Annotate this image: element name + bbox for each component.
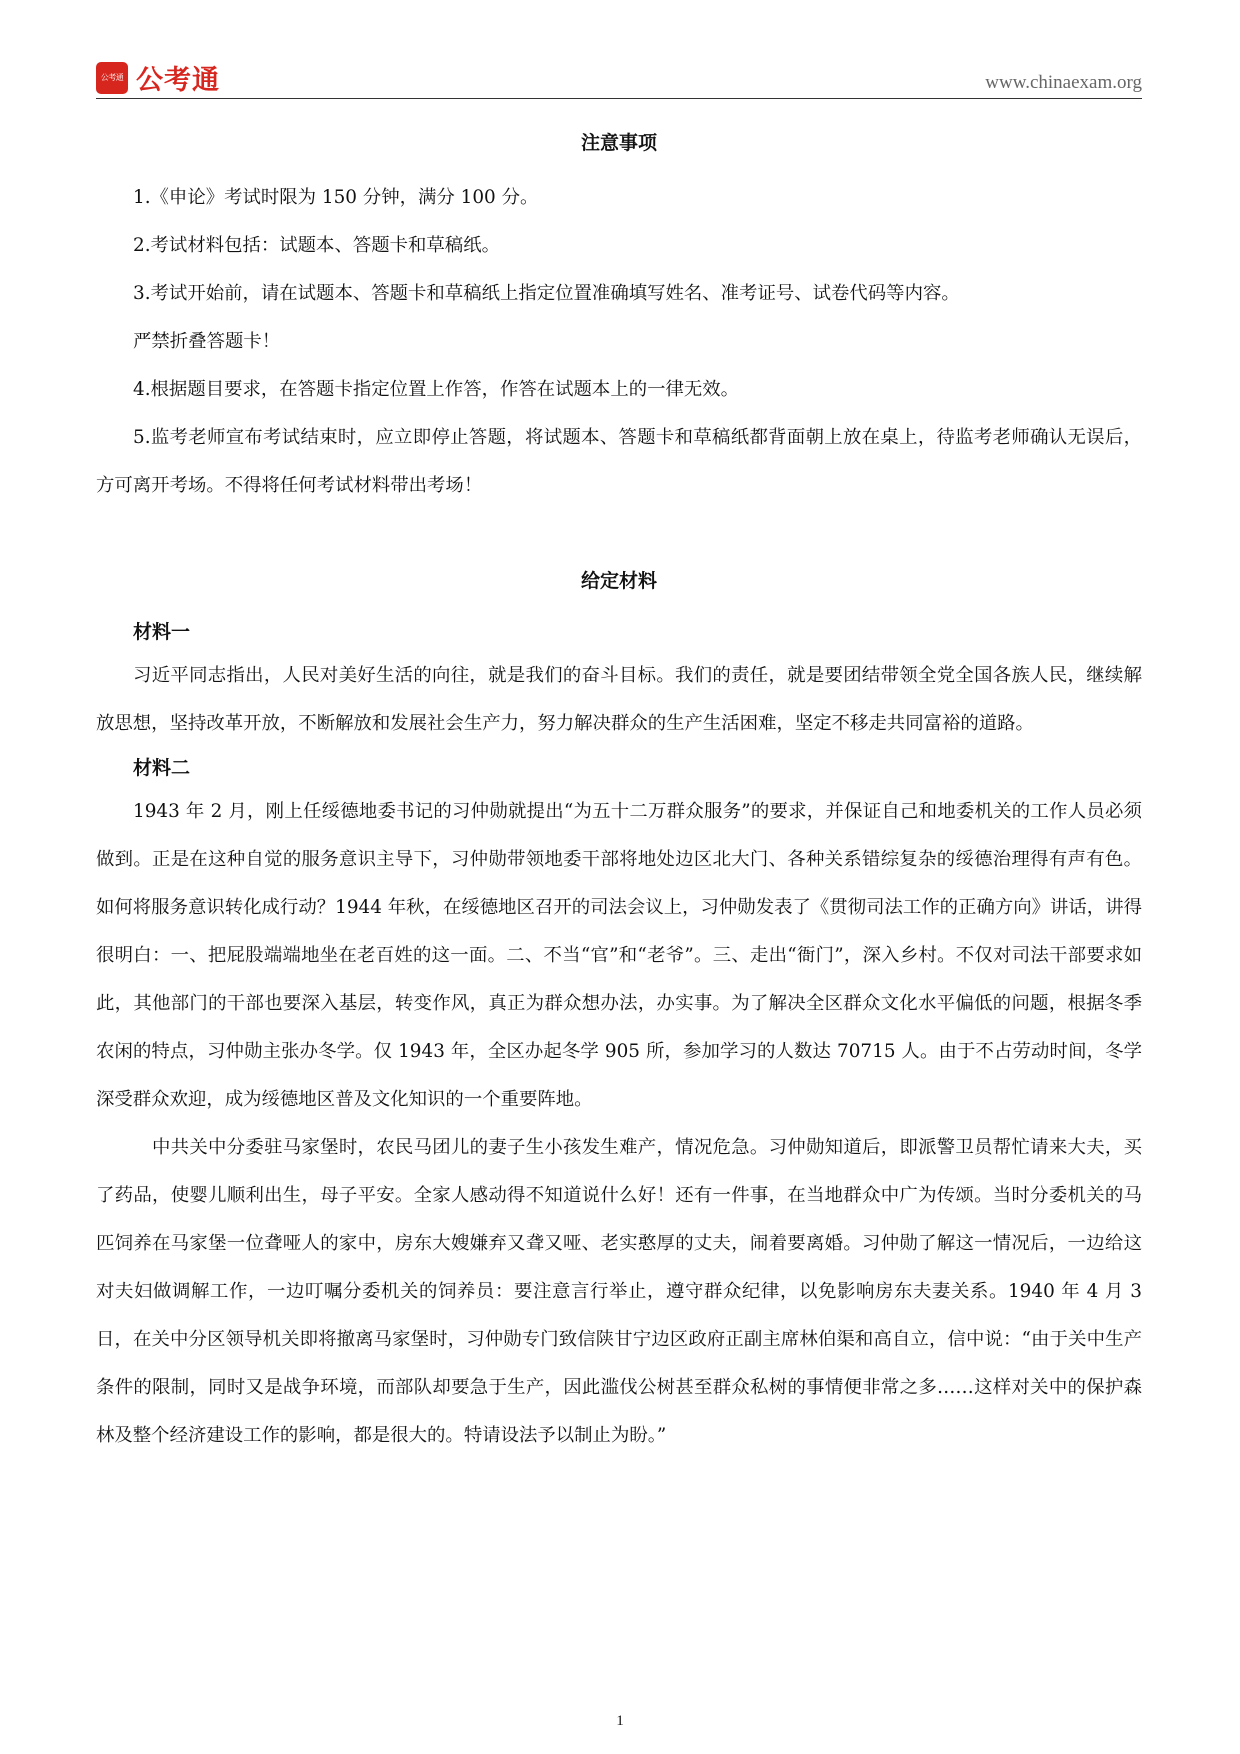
notice-title: 注意事项: [580, 132, 657, 154]
site-url-link[interactable]: www.chinaexam.org: [985, 72, 1142, 93]
notice-item: 1.《申论》考试时限为 150 分钟，满分 100 分。: [133, 187, 539, 208]
page-header: [96, 56, 1142, 99]
material-2-heading: 材料二: [133, 757, 191, 779]
section-spacer: [96, 510, 1142, 566]
materials-title: 给定材料: [580, 570, 657, 592]
notice-item: 3.考试开始前，请在试题本、答题卡和草稿纸上指定位置准确填写姓名、准考证号、试卷代码等内容。: [133, 283, 960, 304]
material-2-paragraph: 1943 年 2 月，刚上任绥德地委书记的习仲勋就提出“为五十二万群众服务”的要求，并保证自己和地委机关的工作人员必须做到。正是在这种自觉的服务意识主导下，习仲勋带领地委干部将地处边区北大门、各种关系错综复杂的绥德治理得有声有色。如何将服务意识转化成行动？1944 年秋，在绥德地区召开的司法会议上，习仲勋发表了《贯彻司法工作的正确方向》讲话，讲得很明白：一、把屁股端端地坐在老百姓的这一面。二、不当“官”和“老爷”。三、走出“衙门”，深入乡村。不仅对司法干部要求如此，其他部门的干部也要深入基层，转变作风，真正为群众想办法，办实事。为了解决全区群众文化水平偏低的问题，根据冬季农闲的特点，习仲勋主张办冬学。仅 1943 年，全区办起冬学 905 所，参加学习的人数达 70715 人。由于不占劳动时间，冬学深受群众欢迎，成为绥德地区普及文化知识的一个重要阵地。: [96, 801, 1142, 1110]
brand-logo[interactable]: [96, 58, 220, 97]
material-2-paragraph: 中共关中分委驻马家堡时，农民马团儿的妻子生小孩发生难产，情况危急。习仲勋知道后，即派警卫员帮忙请来大夫，买了药品，使婴儿顺利出生，母子平安。全家人感动得不知道说什么好！还有一件事，在当地群众中广为传颂。当时分委机关的马匹饲养在马家堡一位聋哑人的家中，房东大嫂嫌弃又聋又哑、老实憨厚的丈夫，闹着要离婚。习仲勋了解这一情况后，一边给这对夫妇做调解工作，一边叮嘱分委机关的饲养员：要注意言行举止，遵守群众纪律，以免影响房东夫妻关系。1940 年 4 月 3 日，在关中分区领导机关即将撤离马家堡时，习仲勋专门致信陕甘宁边区政府正副主席林伯渠和高自立，信中说：“由于关中生产条件的限制，同时又是战争环境，而部队却要急于生产，因此滥伐公树甚至群众私树的事情便非常之多……这样对关中的保护森林及整个经济建设工作的影响，都是很大的。特请设法予以制止为盼。”: [96, 1137, 1142, 1446]
notice-item: 严禁折叠答题卡！: [133, 331, 281, 352]
document-body: [96, 128, 1142, 1460]
material-1-paragraph: 习近平同志指出，人民对美好生活的向往，就是我们的奋斗目标。我们的责任，就是要团结带领全党全国各族人民，继续解放思想，坚持改革开放，不断解放和发展社会生产力，努力解决群众的生产生活困难，坚定不移走共同富裕的道路。: [96, 665, 1142, 734]
page-number: 1: [616, 1713, 624, 1729]
material-1-heading: 材料一: [133, 621, 191, 643]
notice-item: 5.监考老师宣布考试结束时，应立即停止答题，将试题本、答题卡和草稿纸都背面朝上放在桌上，待监考老师确认无误后，方可离开考场。不得将任何考试材料带出考场！: [96, 427, 1142, 496]
logo-badge-icon: 公考通: [96, 62, 128, 94]
logo-text: 公考通: [136, 65, 220, 96]
notice-item: 2.考试材料包括：试题本、答题卡和草稿纸。: [133, 235, 500, 256]
notice-item: 4.根据题目要求，在答题卡指定位置上作答，作答在试题本上的一律无效。: [133, 379, 740, 400]
